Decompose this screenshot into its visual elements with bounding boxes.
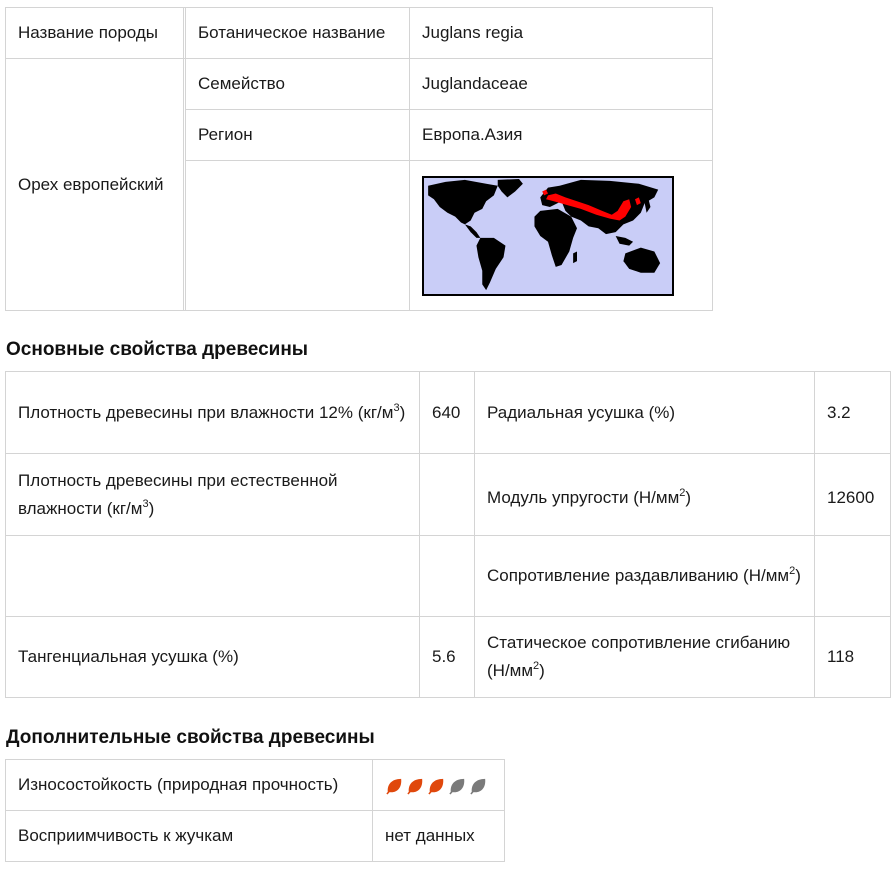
leaf-rating-icon-filled (385, 776, 404, 795)
map-madagascar (573, 251, 577, 263)
bending-strength-value: 118 (815, 617, 891, 698)
density-natural-value (420, 454, 475, 536)
tangential-shrinkage-label: Тангенциальная усушка (%) (6, 617, 420, 698)
crush-resistance-label: Сопротивление раздавливанию $(Н/мм^2)$ (475, 536, 815, 617)
botanical-name-label: Ботаническое название (186, 8, 410, 59)
map-cell (410, 161, 713, 311)
bending-strength-label: Статическое сопротивление сгибанию $(Н/мм^2)$ (475, 617, 815, 698)
density12-value: 640 (420, 372, 475, 454)
elasticity-label: Модуль упругости $(Н/мм^2)$ (475, 454, 815, 536)
radial-shrinkage-label: Радиальная усушка (%) (475, 372, 815, 454)
tangential-shrinkage-value: 5.6 (420, 617, 475, 698)
world-range-map (422, 176, 674, 296)
map-label-cell (186, 161, 410, 311)
extra-properties-table (5, 759, 505, 862)
radial-shrinkage-value: 3.2 (815, 372, 891, 454)
leaf-rating-icon-filled (427, 776, 446, 795)
crush-resistance-value (815, 536, 891, 617)
density12-label: Плотность древесины при влажности 12% $(кг/м^3)$ (6, 372, 420, 454)
durability-label: Износостойкость (природная прочность) (6, 760, 373, 811)
family-label: Семейство (186, 59, 410, 110)
extra-properties-heading: Дополнительные свойства древесины (6, 727, 375, 748)
family-value: Juglandaceae (410, 59, 713, 110)
leaf-rating-icon-filled (406, 776, 425, 795)
botanical-name-value: Juglans regia (410, 8, 713, 59)
region-value: Европа.Азия (410, 110, 713, 161)
leaf-rating-icon-empty (448, 776, 467, 795)
region-label: Регион (186, 110, 410, 161)
basic-properties-table (5, 371, 891, 698)
basic-properties-heading: Основные свойства древесины (6, 339, 309, 360)
beetle-susceptibility-value: нет данных (373, 811, 505, 862)
density-natural-label: Плотность древесины при естественной влажности $(кг/м^3)$ (6, 454, 420, 536)
beetle-susceptibility-label: Восприимчивость к жучкам (6, 811, 373, 862)
species-name-value: Орех европейский (6, 59, 184, 311)
species-name-label: Название породы (6, 8, 184, 59)
empty-cell (6, 536, 420, 617)
leaf-rating-icon-empty (469, 776, 488, 795)
elasticity-value: 12600 (815, 454, 891, 536)
durability-rating (373, 760, 505, 811)
species-info-table (5, 7, 713, 311)
empty-cell (420, 536, 475, 617)
